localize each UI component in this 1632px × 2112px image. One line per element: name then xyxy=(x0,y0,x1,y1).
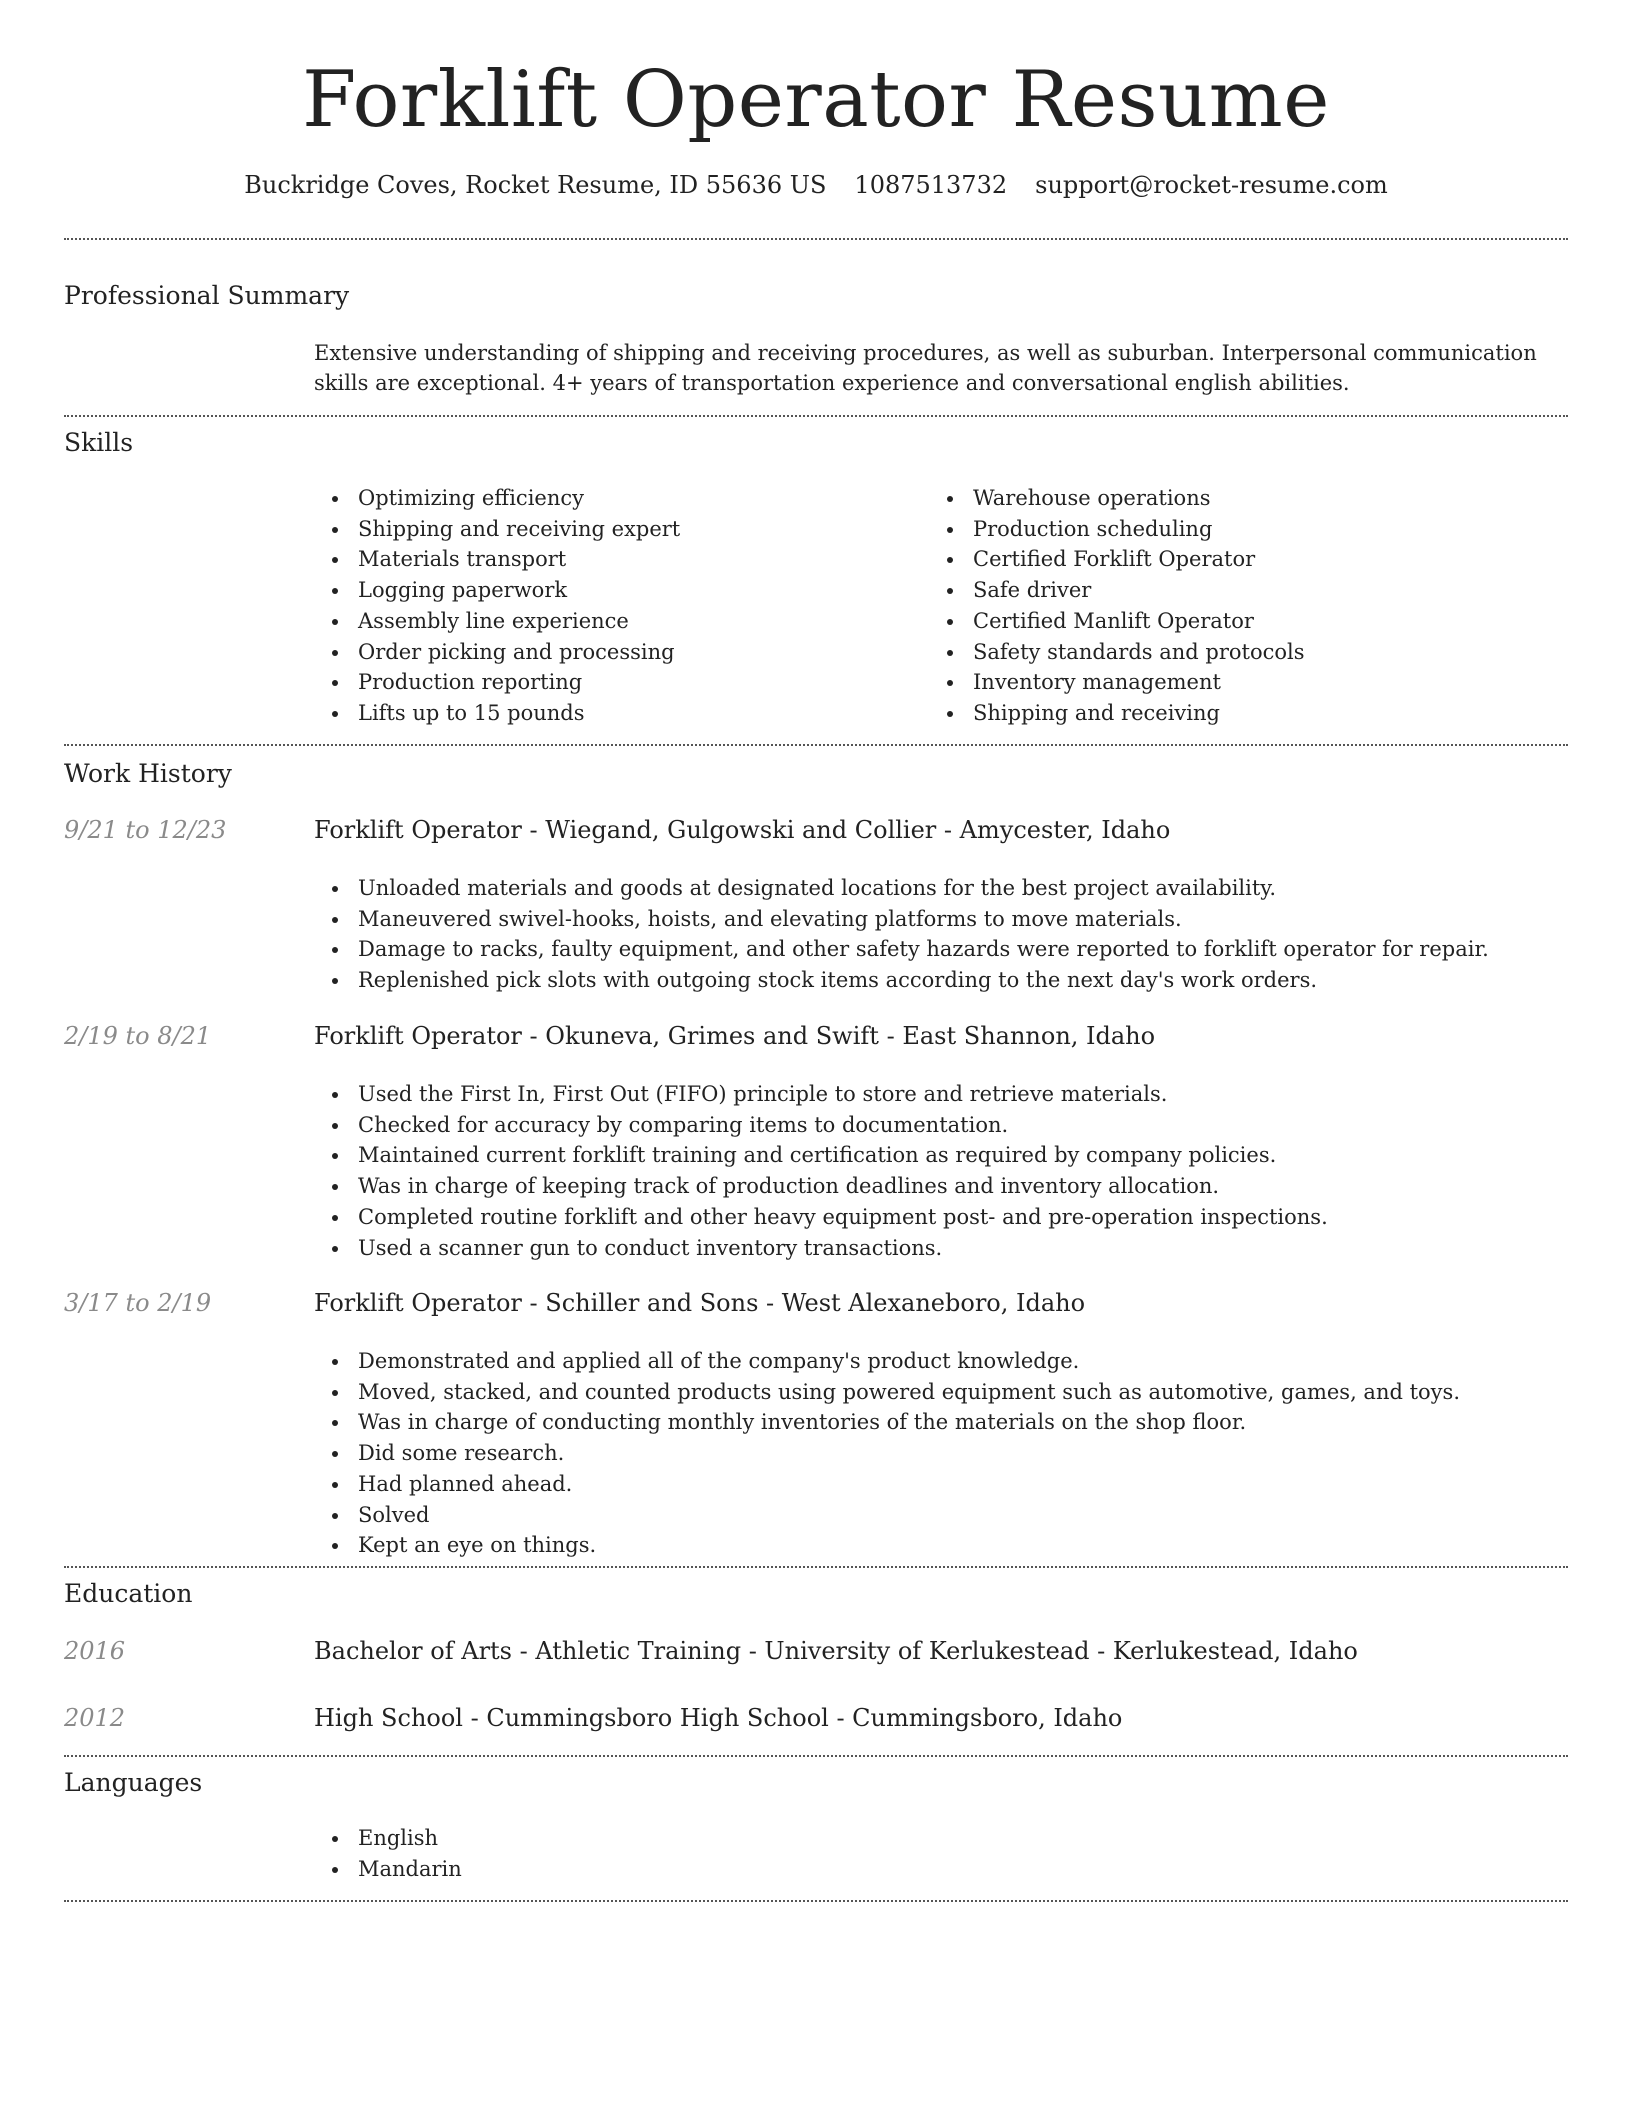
job-bullet: Maneuvered swivel-hooks, hoists, and elevating platforms to move materials. xyxy=(314,904,1489,935)
divider xyxy=(64,415,1568,417)
skill-item: Assembly line experience xyxy=(314,606,680,637)
resume-title: Forklift Operator Resume xyxy=(302,55,1330,145)
job-company: Okuneva, Grimes and Swift xyxy=(545,1022,879,1050)
skills-list-left xyxy=(314,483,680,729)
job-location: East Shannon, Idaho xyxy=(902,1022,1156,1050)
job-location: Amycester, Idaho xyxy=(959,816,1171,844)
education-line: High School - Cummingsboro High School - Cummingsboro, Idaho xyxy=(314,1704,1123,1732)
languages-list xyxy=(314,1823,462,1884)
job-bullet: Used a scanner gun to conduct inventory transactions. xyxy=(314,1233,1328,1264)
divider xyxy=(64,238,1568,240)
job-bullet: Had planned ahead. xyxy=(314,1469,1460,1500)
skill-item: Inventory management xyxy=(929,667,1305,698)
separator: - xyxy=(529,1289,538,1317)
skill-item: Production scheduling xyxy=(929,514,1305,545)
skill-item: Materials transport xyxy=(314,544,680,575)
skill-item: Warehouse operations xyxy=(929,483,1305,514)
skill-item: Shipping and receiving xyxy=(929,698,1305,729)
language-item: Mandarin xyxy=(314,1854,462,1885)
job-bullet: Was in charge of conducting monthly inventories of the materials on the shop floor. xyxy=(314,1407,1460,1438)
summary-heading: Professional Summary xyxy=(64,281,350,310)
skill-item: Shipping and receiving expert xyxy=(314,514,680,545)
separator: - xyxy=(943,816,953,844)
education-year: 2012 xyxy=(64,1704,126,1732)
job-heading xyxy=(314,1020,1155,1052)
summary-text: Extensive understanding of shipping and receiving procedures, as well as suburban. Interpersonal communication skills are exceptional. 4+ years of transportation experience and conversational english abilities. xyxy=(314,341,1537,395)
job-bullet: Unloaded materials and goods at designated locations for the best project availability. xyxy=(314,873,1489,904)
job-bullet: Kept an eye on things. xyxy=(314,1530,1460,1561)
job-bullet: Moved, stacked, and counted products using powered equipment such as automotive, games, and toys. xyxy=(314,1377,1460,1408)
job-bullet: Checked for accuracy by comparing items to documentation. xyxy=(314,1110,1328,1141)
languages-heading: Languages xyxy=(64,1768,203,1797)
separator: - xyxy=(766,1289,775,1317)
skill-item: Safe driver xyxy=(929,575,1305,606)
job-dates: 9/21 to 12/23 xyxy=(64,816,227,844)
skill-item: Certified Forklift Operator xyxy=(929,544,1305,575)
skill-item: Safety standards and protocols xyxy=(929,637,1305,668)
contact-email: support@rocket-resume.com xyxy=(1035,171,1388,199)
job-title: Forklift Operator xyxy=(314,1289,522,1317)
work-heading: Work History xyxy=(64,759,232,788)
divider xyxy=(64,744,1568,746)
job-company: Wiegand, Gulgowski and Collier xyxy=(545,816,937,844)
divider xyxy=(64,1566,1568,1568)
education-heading: Education xyxy=(64,1579,193,1608)
contact-address: Buckridge Coves, Rocket Resume, ID 55636 US xyxy=(244,171,827,199)
separator: - xyxy=(529,816,538,844)
skills-heading: Skills xyxy=(64,428,134,457)
job-bullets xyxy=(314,1346,1460,1561)
job-heading xyxy=(314,1287,1085,1319)
job-bullet: Maintained current forklift training and certification as required by company policies. xyxy=(314,1140,1328,1171)
skill-item: Logging paperwork xyxy=(314,575,680,606)
contact-line xyxy=(64,168,1568,202)
skill-item: Production reporting xyxy=(314,667,680,698)
contact-phone: 1087513732 xyxy=(854,171,1008,199)
job-bullet: Solved xyxy=(314,1500,1460,1531)
education-year: 2016 xyxy=(64,1637,126,1665)
skills-list-right xyxy=(929,483,1305,729)
divider xyxy=(64,1900,1568,1902)
skill-item: Optimizing efficiency xyxy=(314,483,680,514)
job-bullets xyxy=(314,873,1489,996)
separator: - xyxy=(529,1022,538,1050)
job-bullet: Used the First In, First Out (FIFO) principle to store and retrieve materials. xyxy=(314,1079,1328,1110)
job-bullets xyxy=(314,1079,1328,1263)
job-location: West Alexaneboro, Idaho xyxy=(781,1289,1086,1317)
education-line: Bachelor of Arts - Athletic Training - University of Kerlukestead - Kerlukestead, Idaho xyxy=(314,1637,1358,1665)
skill-item: Certified Manlift Operator xyxy=(929,606,1305,637)
divider xyxy=(64,1755,1568,1757)
job-bullet: Did some research. xyxy=(314,1438,1460,1469)
separator: - xyxy=(886,1022,895,1050)
language-item: English xyxy=(314,1823,462,1854)
skill-item: Order picking and processing xyxy=(314,637,680,668)
job-title: Forklift Operator xyxy=(314,816,522,844)
job-bullet: Demonstrated and applied all of the company's product knowledge. xyxy=(314,1346,1460,1377)
job-bullet: Damage to racks, faulty equipment, and other safety hazards were reported to forklift operator for repair. xyxy=(314,934,1489,965)
job-company: Schiller and Sons xyxy=(545,1289,759,1317)
job-dates: 3/17 to 2/19 xyxy=(64,1289,212,1317)
job-dates: 2/19 to 8/21 xyxy=(64,1022,212,1050)
skill-item: Lifts up to 15 pounds xyxy=(314,698,680,729)
job-title: Forklift Operator xyxy=(314,1022,522,1050)
job-heading xyxy=(314,814,1170,846)
job-bullet: Replenished pick slots with outgoing stock items according to the next day's work orders. xyxy=(314,965,1489,996)
job-bullet: Was in charge of keeping track of production deadlines and inventory allocation. xyxy=(314,1171,1328,1202)
job-bullet: Completed routine forklift and other heavy equipment post- and pre-operation inspections. xyxy=(314,1202,1328,1233)
